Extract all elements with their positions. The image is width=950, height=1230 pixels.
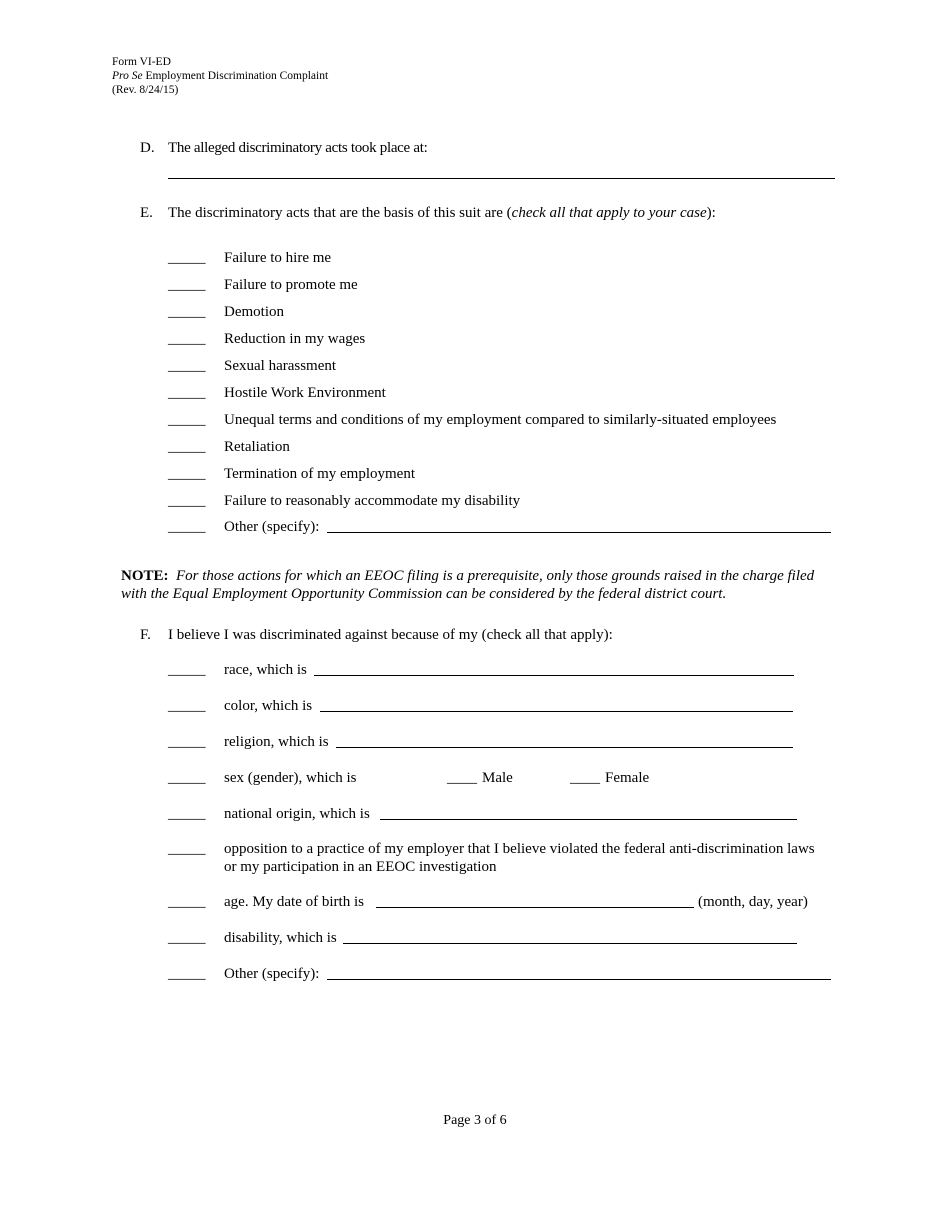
item-color: color, which is bbox=[224, 698, 313, 714]
note-line1 bbox=[121, 567, 814, 585]
check-blank-accommodate[interactable]: _____ bbox=[168, 493, 206, 509]
race-answer-line[interactable] bbox=[314, 675, 794, 676]
other-f-answer-line[interactable] bbox=[327, 979, 831, 980]
item-opposition-line2: or my participation in an EEOC investigation bbox=[224, 859, 497, 875]
section-f-text: I believe I was discriminated against because of my (check all that apply): bbox=[168, 627, 613, 643]
check-blank-sexual-harassment[interactable]: _____ bbox=[168, 358, 206, 374]
disability-answer-line[interactable] bbox=[343, 943, 797, 944]
other-e-answer-line[interactable] bbox=[327, 532, 831, 533]
note-text-2: with the Equal Employment Opportunity Commission can be considered by the federal district court. bbox=[121, 586, 727, 602]
note-label: NOTE: bbox=[121, 568, 169, 584]
age-answer-line[interactable] bbox=[376, 907, 694, 908]
item-age: age. My date of birth is bbox=[224, 894, 364, 910]
section-e-text-a: The discriminatory acts that are the basis of this suit are ( bbox=[168, 205, 512, 221]
item-failure-to-hire: Failure to hire me bbox=[224, 250, 332, 266]
check-blank-failure-to-promote[interactable]: _____ bbox=[168, 277, 206, 293]
item-retaliation: Retaliation bbox=[224, 439, 290, 455]
note-line2 bbox=[121, 585, 726, 603]
item-sex: sex (gender), which is bbox=[224, 770, 357, 786]
check-blank-female[interactable]: ____ bbox=[570, 770, 600, 786]
item-religion: religion, which is bbox=[224, 734, 329, 750]
form-title-rest: Employment Discrimination Complaint bbox=[142, 70, 329, 82]
age-format-hint: (month, day, year) bbox=[698, 894, 808, 910]
item-national-origin: national origin, which is bbox=[224, 806, 370, 822]
item-hostile-work: Hostile Work Environment bbox=[224, 385, 386, 401]
check-blank-termination[interactable]: _____ bbox=[168, 466, 206, 482]
note-text-1: For those actions for which an EEOC filing is a prerequisite, only those grounds raised in the charge filed bbox=[176, 568, 815, 584]
check-blank-religion[interactable]: _____ bbox=[168, 734, 206, 750]
check-blank-hostile-work[interactable]: _____ bbox=[168, 385, 206, 401]
item-accommodate: Failure to reasonably accommodate my disability bbox=[224, 493, 521, 509]
check-blank-national-origin[interactable]: _____ bbox=[168, 806, 206, 822]
section-d-letter: D. bbox=[140, 140, 155, 156]
check-blank-reduction-wages[interactable]: _____ bbox=[168, 331, 206, 347]
item-other-f: Other (specify): bbox=[224, 966, 320, 982]
item-disability: disability, which is bbox=[224, 930, 337, 946]
check-blank-race[interactable]: _____ bbox=[168, 662, 206, 678]
section-d-text: The alleged discriminatory acts took place at: bbox=[168, 140, 428, 156]
label-female: Female bbox=[605, 770, 650, 786]
section-e-text bbox=[168, 204, 716, 222]
label-male: Male bbox=[482, 770, 513, 786]
item-opposition-line1: opposition to a practice of my employer that I believe violated the federal anti-discrimination laws bbox=[224, 841, 815, 857]
check-blank-unequal-terms[interactable]: _____ bbox=[168, 412, 206, 428]
section-e-text-b: ): bbox=[706, 205, 716, 221]
religion-answer-line[interactable] bbox=[336, 747, 793, 748]
section-e-text-italic: check all that apply to your case bbox=[511, 205, 707, 221]
item-termination: Termination of my employment bbox=[224, 466, 415, 482]
check-blank-opposition[interactable]: _____ bbox=[168, 841, 206, 857]
check-blank-age[interactable]: _____ bbox=[168, 894, 206, 910]
check-blank-male[interactable]: ____ bbox=[447, 770, 477, 786]
national-origin-answer-line[interactable] bbox=[380, 819, 797, 820]
check-blank-color[interactable]: _____ bbox=[168, 698, 206, 714]
item-demotion: Demotion bbox=[224, 304, 284, 320]
form-id: Form VI-ED bbox=[112, 56, 171, 68]
item-race: race, which is bbox=[224, 662, 307, 678]
section-e-letter: E. bbox=[140, 205, 153, 221]
item-unequal-terms: Unequal terms and conditions of my employment compared to similarly-situated employees bbox=[224, 412, 777, 428]
page-number: Page 3 of 6 bbox=[443, 1113, 507, 1128]
check-blank-other-e[interactable]: _____ bbox=[168, 519, 206, 535]
item-other-e: Other (specify): bbox=[224, 519, 320, 535]
item-failure-to-promote: Failure to promote me bbox=[224, 277, 358, 293]
check-blank-retaliation[interactable]: _____ bbox=[168, 439, 206, 455]
check-blank-failure-to-hire[interactable]: _____ bbox=[168, 250, 206, 266]
check-blank-other-f[interactable]: _____ bbox=[168, 966, 206, 982]
form-title-italic: Pro Se bbox=[112, 70, 143, 82]
section-f-letter: F. bbox=[140, 627, 151, 643]
check-blank-demotion[interactable]: _____ bbox=[168, 304, 206, 320]
item-sexual-harassment: Sexual harassment bbox=[224, 358, 337, 374]
check-blank-sex[interactable]: _____ bbox=[168, 770, 206, 786]
check-blank-disability[interactable]: _____ bbox=[168, 930, 206, 946]
color-answer-line[interactable] bbox=[320, 711, 793, 712]
form-revision: (Rev. 8/24/15) bbox=[112, 84, 179, 96]
section-d-answer-line[interactable] bbox=[168, 178, 835, 179]
form-title bbox=[112, 69, 328, 83]
item-reduction-wages: Reduction in my wages bbox=[224, 331, 366, 347]
